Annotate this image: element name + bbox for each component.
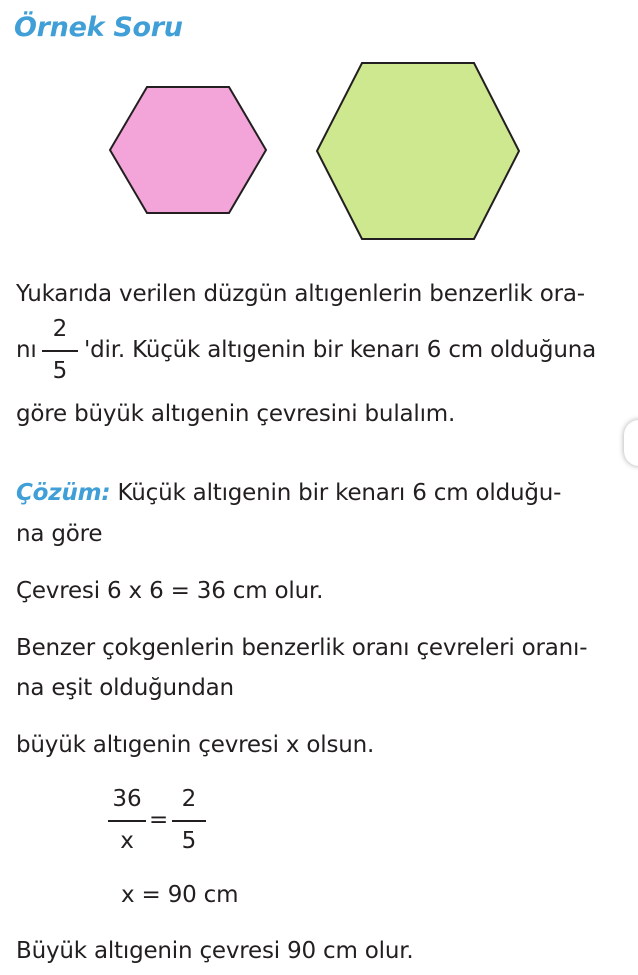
equation-equals-sign: = <box>149 807 169 833</box>
equation-result: x = 90 cm <box>121 882 239 908</box>
large-hexagon <box>317 63 519 239</box>
fraction-bar <box>108 820 146 822</box>
ratio-numerator: 2 <box>52 316 68 342</box>
example-heading: Örnek Soru <box>14 12 183 43</box>
solution-label: Çözüm: <box>16 480 111 506</box>
solution-line-2: na göre <box>16 521 103 547</box>
fraction-bar <box>42 350 78 352</box>
solution-line-1-text: Küçük altıgenin bir kenarı 6 cm olduğu- <box>110 480 562 506</box>
solution-line-5: na eşit olduğundan <box>16 675 234 701</box>
solution-line-6: büyük altıgenin çevresi x olsun. <box>16 732 375 758</box>
problem-line-1: Yukarıda verilen düzgün altıgenlerin benzerlik ora- <box>16 281 585 307</box>
problem-line-2-suffix: 'dir. Küçük altıgenin bir kenarı 6 cm olduğuna <box>84 337 596 363</box>
ratio-fraction <box>42 314 78 386</box>
solution-line-3: Çevresi 6 x 6 = 36 cm olur. <box>16 578 324 604</box>
problem-line-2-prefix: nı <box>16 337 37 363</box>
solution-line-4: Benzer çokgenlerin benzerlik oranı çevreleri oranı- <box>16 635 588 661</box>
solution-line-1 <box>16 478 561 508</box>
equation-right-denominator: 5 <box>181 828 197 854</box>
equation-right-fraction <box>172 784 206 856</box>
equation-left-numerator: 36 <box>112 786 142 812</box>
equation-left-fraction <box>108 784 146 856</box>
ratio-denominator: 5 <box>52 358 68 384</box>
fraction-bar <box>172 820 206 822</box>
small-hexagon <box>110 87 266 213</box>
hexagons-figure <box>0 55 638 245</box>
page-edge-tab[interactable] <box>624 420 638 466</box>
problem-line-3: göre büyük altıgenin çevresini bulalım. <box>16 401 456 427</box>
equation-left-denominator: x <box>120 828 134 854</box>
conclusion-line: Büyük altıgenin çevresi 90 cm olur. <box>16 938 414 964</box>
equation-right-numerator: 2 <box>181 786 197 812</box>
